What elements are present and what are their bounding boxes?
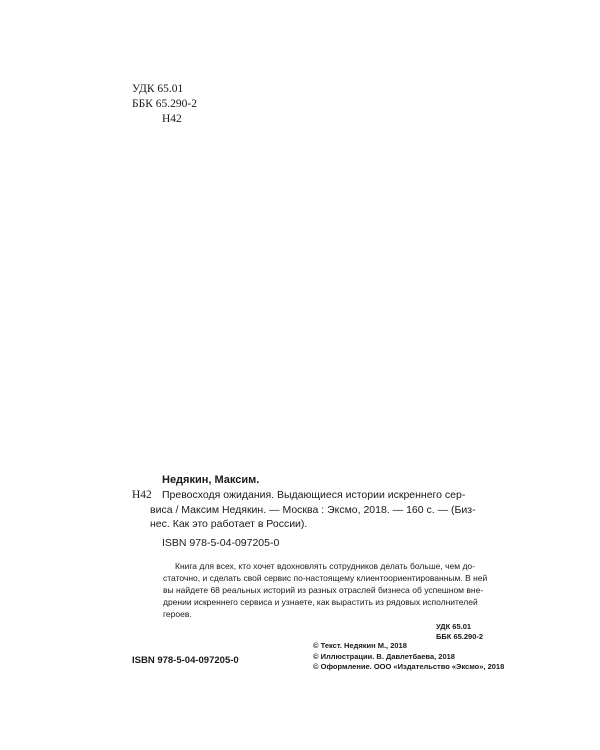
copyright-line: © Иллюстрации. В. Давлетбаева, 2018 xyxy=(313,651,455,661)
copyright-block xyxy=(313,641,504,673)
annotation-line: героев. xyxy=(163,609,192,619)
copyright-line: © Текст. Недякин М., 2018 xyxy=(313,641,407,650)
bbk-bottom: ББК 65.290-2 xyxy=(436,632,484,641)
isbn-bottom: ISBN 978-5-04-097205-0 xyxy=(132,655,239,666)
author-heading: Недякин, Максим. xyxy=(162,474,260,486)
annotation-line: вы найдете 68 реальных историй из разных отраслей бизнеса об успешном вне- xyxy=(163,585,484,595)
annotation-line: дрении искреннего сервиса и узнаете, как вырастить из рядовых исполнителей xyxy=(163,597,478,607)
bib-line: виса / Максим Недякин. — Москва : Эксмо, 2018. — 160 с. — (Биз- xyxy=(150,503,476,516)
bib-description xyxy=(150,488,502,532)
author-mark: Н42 xyxy=(132,489,152,501)
annotation-line: статочно, и сделать свой сервис по-настоящему клиентоориентированным. В ней xyxy=(163,573,488,583)
udk-top: УДК 65.01 xyxy=(132,83,184,95)
bib-isbn: ISBN 978-5-04-097205-0 xyxy=(162,537,280,549)
annotation xyxy=(163,560,500,620)
udk-bottom: УДК 65.01 xyxy=(436,622,472,631)
bbk-top: ББК 65.290-2 xyxy=(132,98,197,110)
copyright-line: © Оформление. ООО «Издательство «Эксмо», 2018 xyxy=(313,662,505,671)
annotation-line: Книга для всех, кто хочет вдохновлять сотрудников делать больше, чем до- xyxy=(175,561,475,571)
author-mark-top: Н42 xyxy=(162,113,182,125)
bib-line: нес. Как это работает в России). xyxy=(150,518,308,530)
bib-line: Превосходя ожидания. Выдающиеся истории искреннего сер- xyxy=(162,489,466,501)
